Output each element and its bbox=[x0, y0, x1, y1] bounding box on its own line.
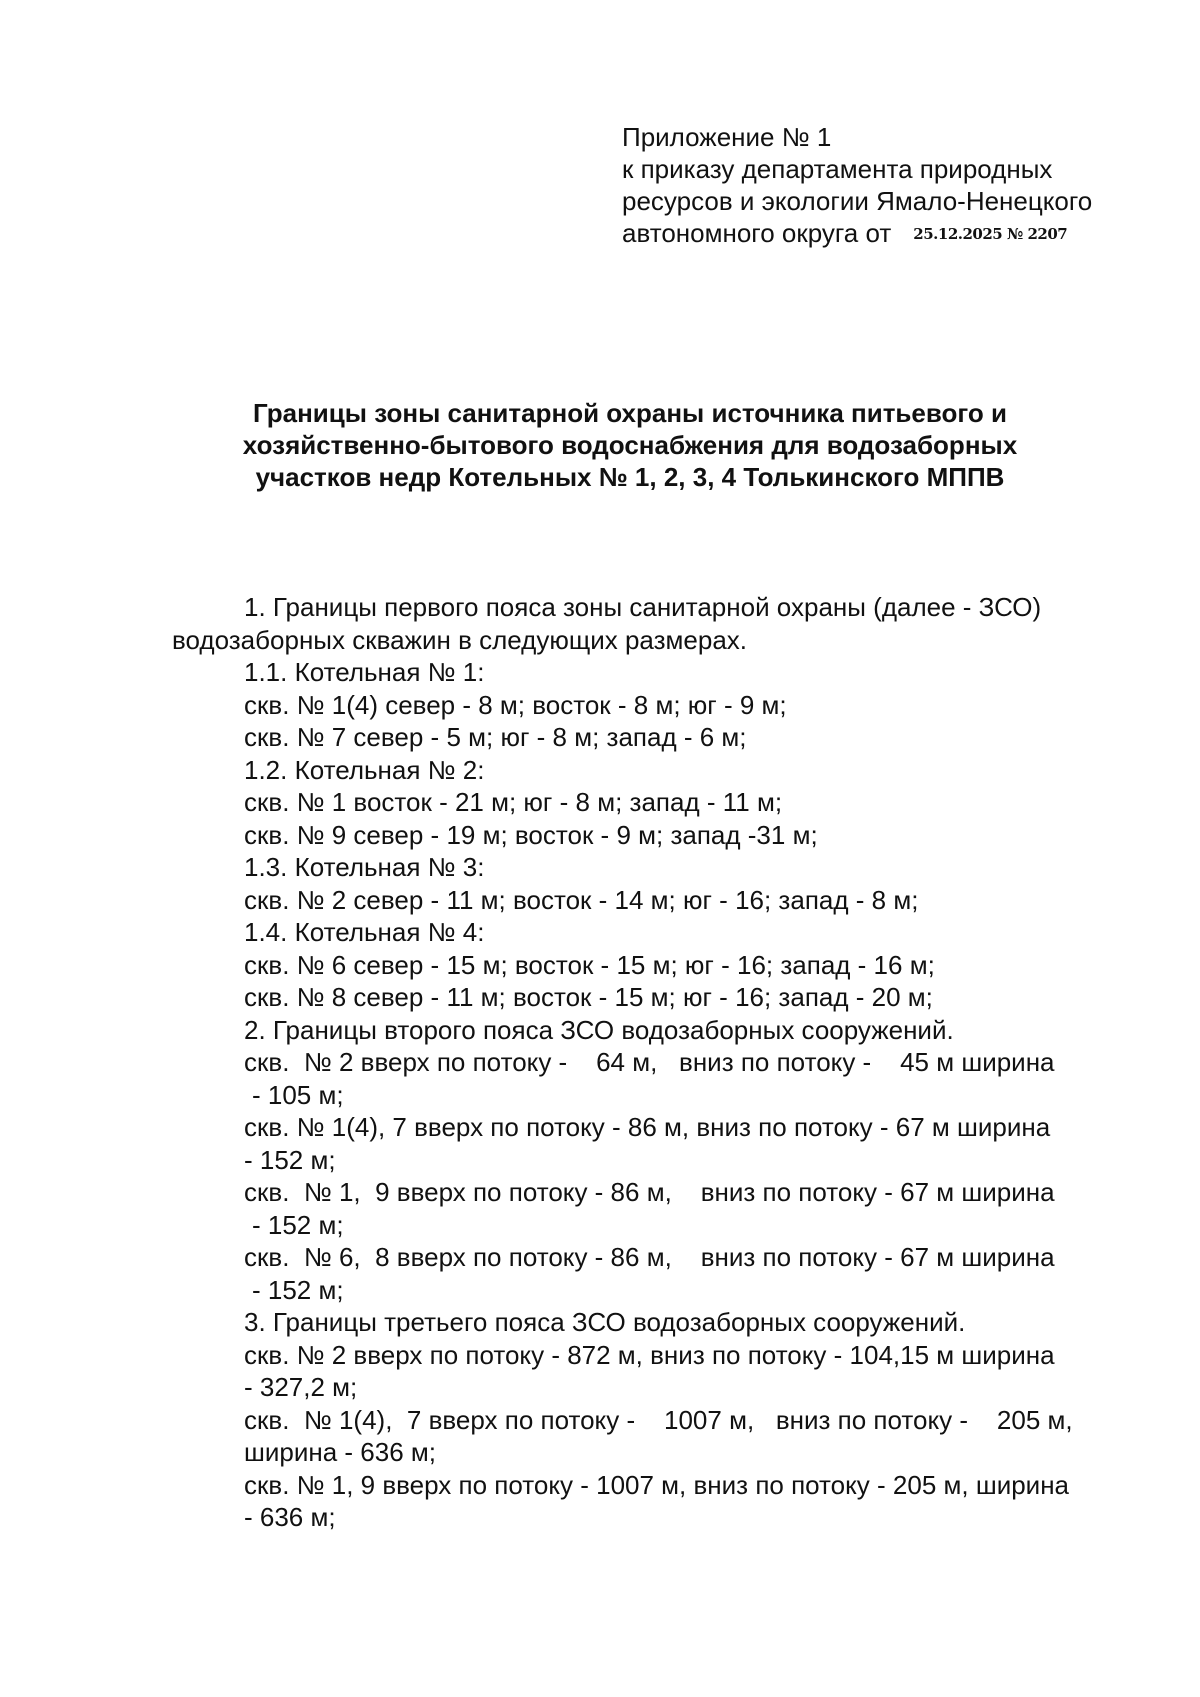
paragraph-line: водозаборных скважин в следующих размерах. bbox=[172, 624, 747, 655]
well-line-cont: - 152 м; bbox=[252, 1209, 344, 1240]
well-line: скв. № 2 север - 11 м; восток - 14 м; юг - 16; запад - 8 м; bbox=[244, 884, 919, 915]
section-heading: 2. Границы второго пояса ЗСО водозаборных сооружений. bbox=[244, 1014, 954, 1045]
well-line-cont: - 152 м; bbox=[244, 1144, 336, 1175]
well-line-cont: - 152 м; bbox=[252, 1274, 344, 1305]
well-line: скв. № 6 север - 15 м; восток - 15 м; юг - 16; запад - 16 м; bbox=[244, 949, 935, 980]
well-line-cont: ширина - 636 м; bbox=[244, 1437, 436, 1467]
well-line-cont: - 105 м; bbox=[252, 1079, 344, 1110]
appendix-line: Приложение № 1 bbox=[622, 122, 832, 152]
paragraph-line: 1. Границы первого пояса зоны санитарной охраны (далее - ЗСО) bbox=[244, 592, 1042, 622]
section-heading: 3. Границы третьего пояса ЗСО водозаборных сооружений. bbox=[244, 1307, 966, 1337]
well-line: скв. № 8 север - 11 м; восток - 15 м; юг - 16; запад - 20 м; bbox=[244, 982, 933, 1012]
well-line: скв. № 1(4) север - 8 м; восток - 8 м; юг - 9 м; bbox=[244, 689, 787, 720]
title-line: участков недр Котельных № 1, 2, 3, 4 Толькинского МППВ bbox=[255, 462, 1005, 492]
well-line: скв. № 1(4), 7 вверх по потоку - 86 м, вниз по потоку - 67 м ширина bbox=[244, 1112, 1051, 1142]
title-line: Границы зоны санитарной охраны источника питьевого и bbox=[253, 398, 1007, 428]
well-line: скв. № 1, 9 вверх по потоку - 86 м, вниз по потоку - 67 м ширина bbox=[244, 1177, 1055, 1207]
well-line: скв. № 7 север - 5 м; юг - 8 м; запад - 6 м; bbox=[244, 722, 747, 752]
appendix-line: к приказу департамента природных bbox=[622, 154, 1053, 184]
well-line: скв. № 2 вверх по потоку - 64 м, вниз по потоку - 45 м ширина bbox=[244, 1047, 1055, 1077]
appendix-line: ресурсов и экологии Ямало-Ненецкого bbox=[622, 186, 1093, 216]
appendix-line-date bbox=[622, 217, 1162, 250]
section-heading: 1.1. Котельная № 1: bbox=[244, 657, 485, 687]
section-heading: 1.2. Котельная № 2: bbox=[244, 754, 485, 785]
appendix-line: автономного округа от bbox=[622, 218, 892, 248]
well-line: скв. № 9 север - 19 м; восток - 9 м; запад -31 м; bbox=[244, 819, 818, 850]
well-line-cont: - 636 м; bbox=[244, 1502, 336, 1532]
order-stamp: 25.12.2025 № 2207 bbox=[913, 225, 1068, 243]
title-line: хозяйственно-бытового водоснабжения для водозаборных bbox=[242, 430, 1018, 460]
well-line-cont: - 327,2 м; bbox=[244, 1372, 358, 1402]
well-line: скв. № 1(4), 7 вверх по потоку - 1007 м, вниз по потоку - 205 м, bbox=[244, 1404, 1073, 1435]
well-line: скв. № 1, 9 вверх по потоку - 1007 м, вниз по потоку - 205 м, ширина bbox=[244, 1469, 1070, 1500]
well-line: скв. № 6, 8 вверх по потоку - 86 м, вниз по потоку - 67 м ширина bbox=[244, 1242, 1055, 1272]
document-title bbox=[160, 397, 1100, 493]
section-heading: 1.4. Котельная № 4: bbox=[244, 917, 485, 947]
appendix-header bbox=[622, 121, 1162, 250]
well-line: скв. № 2 вверх по потоку - 872 м, вниз по потоку - 104,15 м ширина bbox=[244, 1339, 1055, 1370]
well-line: скв. № 1 восток - 21 м; юг - 8 м; запад - 11 м; bbox=[244, 787, 783, 817]
document-body bbox=[172, 591, 1152, 1534]
section-heading: 1.3. Котельная № 3: bbox=[244, 852, 485, 882]
